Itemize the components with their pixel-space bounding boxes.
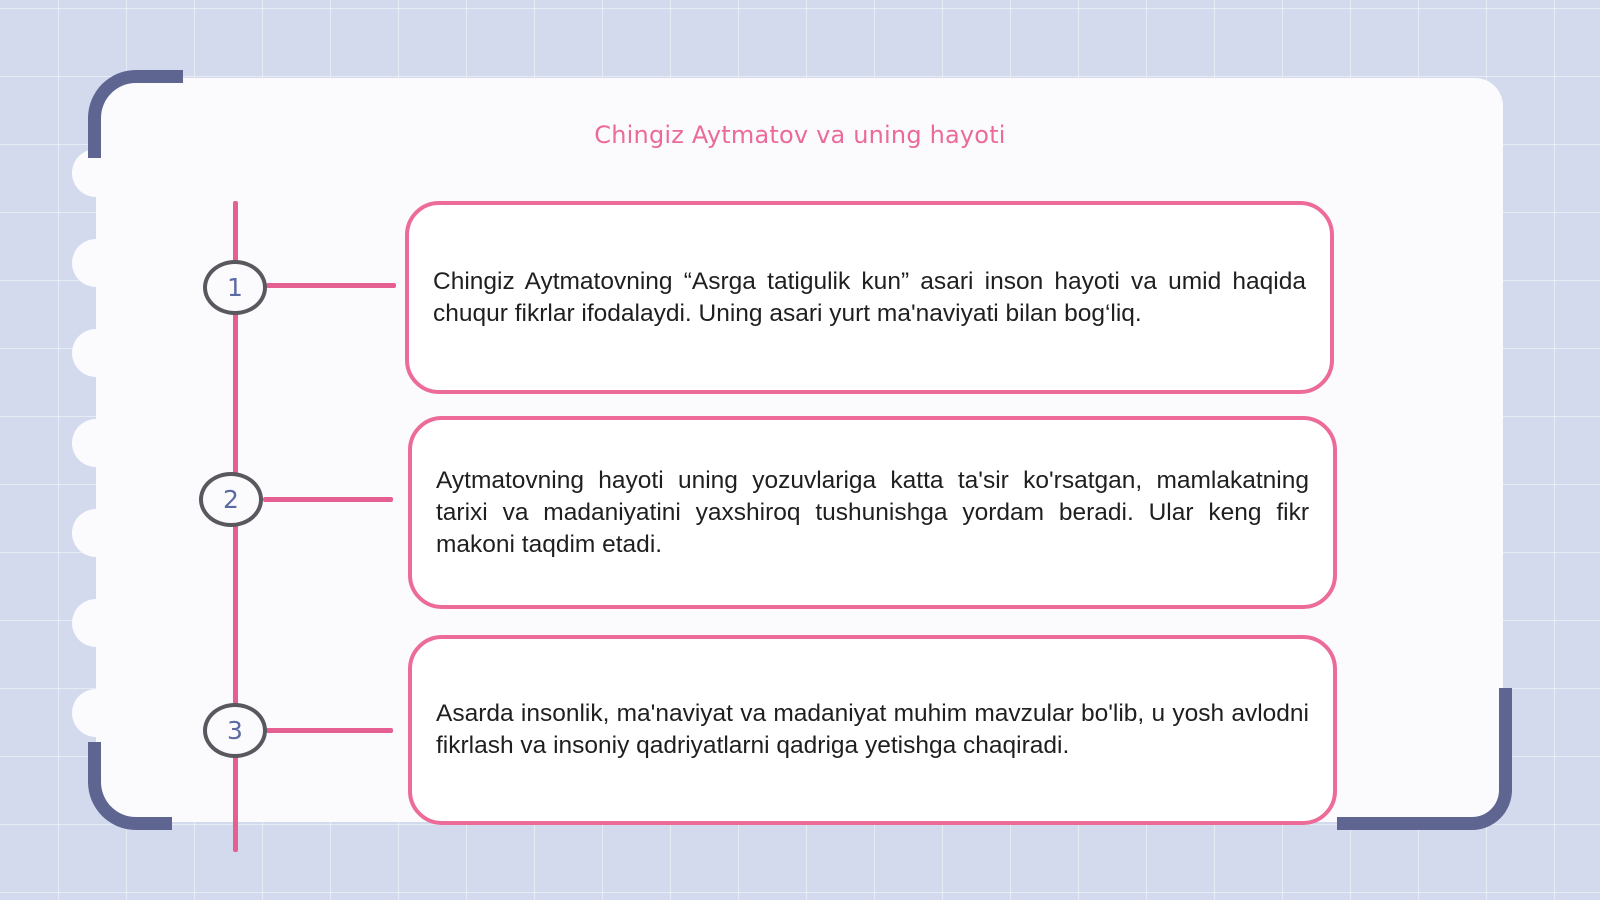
timeline-connector-3 (266, 728, 393, 733)
paper-scallop (72, 419, 126, 467)
timeline-card-2 (408, 416, 1337, 609)
paper-scallop (72, 599, 126, 647)
paper-scallop (72, 509, 126, 557)
frame-corner-top-left (88, 70, 183, 158)
paper-scallop (72, 689, 126, 737)
timeline-card-1 (405, 201, 1334, 394)
timeline-marker-1: 1 (203, 260, 267, 315)
timeline-connector-2 (263, 497, 393, 502)
timeline-connector-1 (266, 283, 396, 288)
timeline-card-2-text: Aytmatovning hayoti uning yozuvlariga katta ta'sir ko'rsatgan, mamlakatning tarixi va madaniyatini yaxshiroq tushunishga yordam beradi. Ular keng fikr makoni taqdim etadi. (436, 466, 1309, 558)
frame-corner-bottom-left (88, 742, 172, 830)
timeline-card-3-text: Asarda insonlik, ma'naviyat va madaniyat muhim mavzular bo'lib, u yosh avlodni fikrlash va insoniy qadriyatlarni qadriga yetishga chaqiradi. (436, 700, 1309, 759)
slide-title: Chingiz Aytmatov va uning hayoti (594, 121, 1006, 149)
timeline-card-3 (408, 635, 1337, 825)
timeline-card-1-text: Chingiz Aytmatovning “Asrga tatigulik kun” asari inson hayoti va umid haqida chuqur fikrlar ifodalaydi. Uning asari yurt ma'naviyati bilan bog‘liq. (433, 267, 1306, 327)
timeline-marker-3: 3 (203, 703, 267, 758)
frame-corner-bottom-right (1337, 688, 1512, 830)
paper-scallop (72, 329, 126, 377)
timeline-marker-2: 2 (199, 472, 263, 527)
paper-scallop (72, 239, 126, 287)
